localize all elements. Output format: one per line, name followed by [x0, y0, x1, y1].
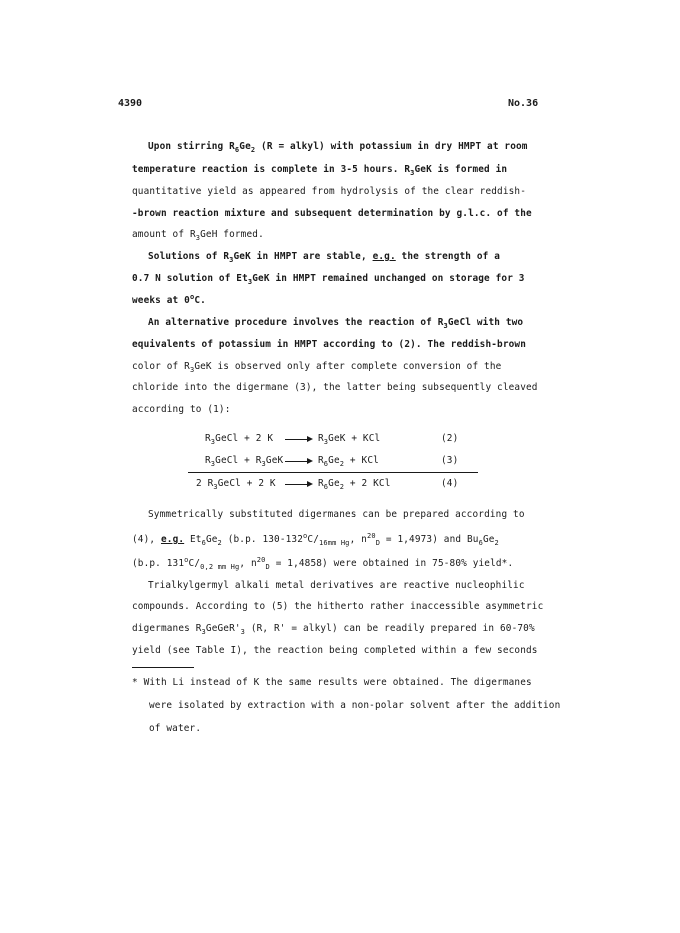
- equation-2-lhs: $R_3GeCl + 2$ K: [205, 433, 274, 446]
- footnote-rule: [132, 667, 194, 668]
- para1-line2: temperature reaction is complete in 3-5 hours. $R_3GeK$ is formed in: [132, 164, 508, 177]
- para4-line3: (b.p. $131^oC/_{0,2 mm Hg}$, $n^{20}_D = 1,4858$) were obtained in 75-80% yield*.: [132, 555, 514, 571]
- equation-sum-rule: [188, 472, 478, 473]
- equation-3-lhs: $R_3GeCl + R_3GeK$: [205, 455, 284, 468]
- para3-line1: An alternative procedure involves the reaction of $R_3GeCl$ with two: [148, 317, 524, 330]
- para5-line4: yield (see Table I), the reaction being completed within a few seconds: [132, 645, 538, 656]
- footnote-line3: of water.: [149, 723, 202, 734]
- equation-3-number: (3): [441, 455, 459, 466]
- equation-4-lhs: 2 $R_3GeCl + 2$ K: [196, 478, 276, 491]
- equation-3-rhs: $R_6Ge_2$ + KCl: [318, 455, 379, 468]
- para3-line3: color of $R_3GeK$ is observed only after complete conversion of the: [132, 361, 502, 374]
- footnote-line2: were isolated by extraction with a non-polar solvent after the addition: [149, 700, 561, 711]
- para5-line3: digermanes $R_3GeGeR'_3$ (R, R' = alkyl) can be readily prepared in 60-70%: [132, 623, 535, 636]
- para5-line1: Trialkylgermyl alkali metal derivatives are reactive nucleophilic: [148, 580, 525, 591]
- equation-2-number: (2): [441, 433, 459, 444]
- para1-line1: Upon stirring $R_6Ge_2$ (R = alkyl) with potassium in dry HMPT at room: [148, 141, 528, 154]
- para3-line2: equivalents of potassium in HMPT according to (2). The reddish-brown: [132, 339, 527, 350]
- para3-line4: chloride into the digermane (3), the latter being subsequently cleaved: [132, 382, 538, 393]
- equation-2-rhs: $R_3GeK$ + KCl: [318, 433, 381, 446]
- para1-line5: amount of $R_3GeH$ formed.: [132, 229, 264, 242]
- para1-line3: quantitative yield as appeared from hydrolysis of the clear reddish-: [132, 186, 527, 197]
- para4-line2: (4), e.g. $Et_6Ge_2$ (b.p. $130-132^oC/_{16mm Hg}$, $n^{20}_D = 1,4973$) and $Bu_6Ge_2$: [132, 531, 499, 547]
- page-number: 4390: [118, 98, 143, 109]
- equation-4-rhs: $R_6Ge_2 + 2$ KCl: [318, 478, 391, 491]
- para5-line2: compounds. According to (5) the hitherto rather inaccessible asymmetric: [132, 601, 544, 612]
- footnote-line1: * With Li instead of K the same results were obtained. The digermanes: [132, 677, 532, 688]
- issue-number: No.36: [508, 98, 539, 109]
- para3-line5: according to (1):: [132, 404, 231, 415]
- para2-line3: weeks at 0$^o$C.: [132, 292, 206, 306]
- reaction-arrow: [285, 439, 311, 440]
- para2-line2: 0.7 N solution of $Et_3GeK$ in HMPT remained unchanged on storage for 3: [132, 273, 525, 286]
- para4-line1: Symmetrically substituted digermanes can be prepared according to: [148, 509, 525, 520]
- reaction-arrow: [285, 461, 311, 462]
- equation-4-number: (4): [441, 478, 459, 489]
- para1-line4: -brown reaction mixture and subsequent determination by g.l.c. of the: [132, 208, 532, 219]
- para2-line1: Solutions of $R_3GeK$ in HMPT are stable, e.g. the strength of a: [148, 251, 501, 264]
- reaction-arrow: [285, 484, 311, 485]
